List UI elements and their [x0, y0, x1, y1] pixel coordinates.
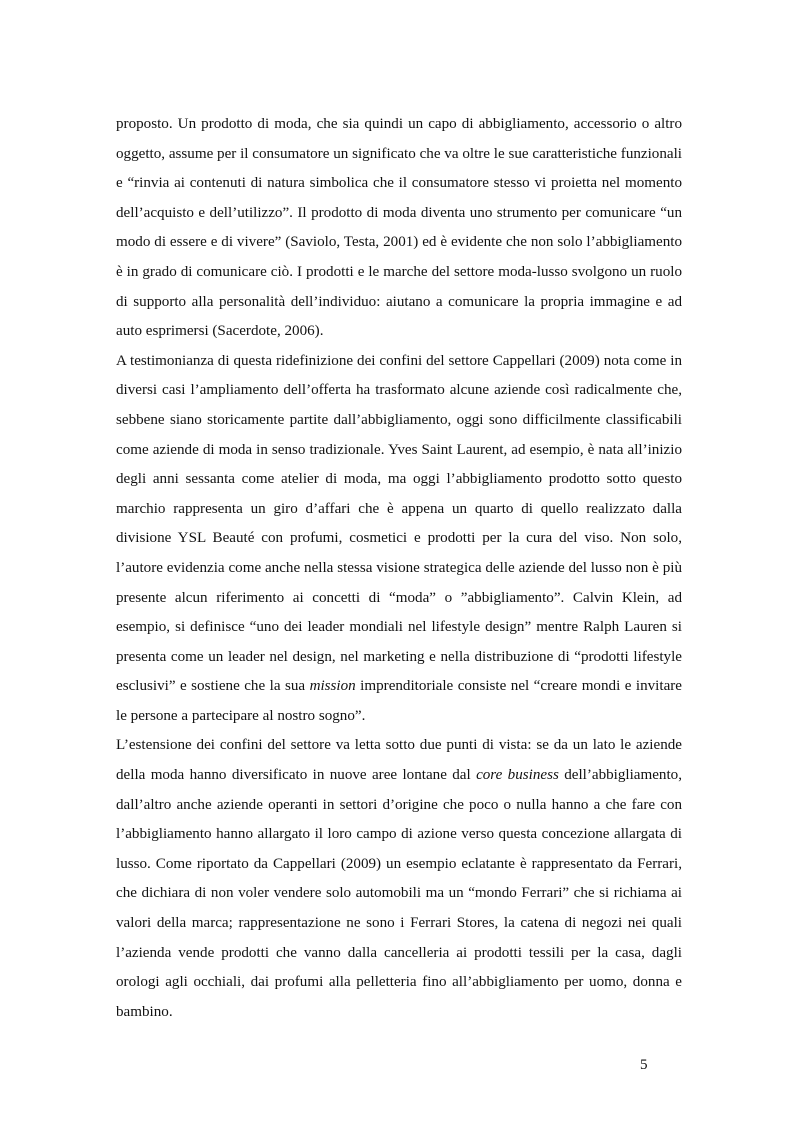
page-number: 5: [640, 1057, 648, 1073]
paragraph-3-text-b: dell’abbigliamento, dall’altro anche aziende operanti in settori d’origine che poco o nulla hanno a che fare con l’abbigliamento hanno allargato il loro campo di azione verso questa concezione allargata di lusso. Come riportato da Cappellari (2009) un esempio eclatante è rappresentato da Ferrari, che dichiara di non voler vendere solo automobili ma un “mondo Ferrari” che si richiama ai valori della marca; rappresentazione ne sono i Ferrari Stores, la catena di negozi nei quali l’azienda vende prodotti che vanno dalla cancelleria ai prodotti tessili per la casa, dagli orologi agli occhiali, dai profumi alla pelletteria fino all’abbigliamento per uomo, donna e bambino.: [116, 767, 682, 1020]
paragraph-2-italic-mission: mission: [309, 678, 356, 695]
body-text: [116, 110, 682, 1027]
paragraph-3-italic-core-business: core business: [476, 767, 559, 784]
paragraph-2-text-a: A testimonianza di questa ridefinizione dei confini del settore Cappellari (2009) nota come in diversi casi l’ampliamento dell’offerta ha trasformato alcune aziende così radicalmente che, sebbene siano storicamente partite dall’abbigliamento, oggi sono difficilmente classificabili come aziende di moda in senso tradizionale. Yves Saint Laurent, ad esempio, è nata all’inizio degli anni sessanta come atelier di moda, ma oggi l’abbigliamento prodotto sotto questo marchio rappresenta un giro d’affari che è appena un quarto di quello realizzato dalla divisione YSL Beauté con profumi, cosmetici e prodotti per la cura del viso. Non solo, l’autore evidenzia come anche nella stessa visione strategica delle aziende del lusso non è più presente alcun riferimento ai concetti di “moda” o ”abbigliamento”. Calvin Klein, ad esempio, si definisce “uno dei leader mondiali nel lifestyle design” mentre Ralph Lauren si presenta come un leader nel design, nel marketing e nella distribuzione di “prodotti lifestyle esclusivi” e sostiene che la sua: [116, 352, 682, 695]
paragraph-3: [116, 731, 682, 1027]
paragraph-3-text-a: L’estensione dei confini del settore va letta sotto due punti di vista: se da un lato le aziende della moda hanno diversificato in nuove aree lontane dal: [116, 737, 682, 784]
paragraph-1: [116, 110, 682, 347]
paragraph-2-text-b: imprenditoriale consiste nel “creare mondi e invitare le persone a partecipare al nostro sogno”.: [116, 678, 682, 724]
paragraph-1-text: proposto. Un prodotto di moda, che sia quindi un capo di abbigliamento, accessorio o altro oggetto, assume per il consumatore un significato che va oltre le sue caratteristiche funzionali e “rinvia ai contenuti di natura simbolica che il consumatore stesso vi proietta nel momento dell’acquisto e dell’utilizzo”. Il prodotto di moda diventa uno strumento per comunicare “un modo di essere e di vivere” (Saviolo, Testa, 2001) ed è evidente che non solo l’abbigliamento è in grado di comunicare ciò. I prodotti e le marche del settore moda-lusso svolgono un ruolo di supporto alla personalità dell’individuo: aiutano a comunicare la propria immagine e ad auto esprimersi (Sacerdote, 2006).: [116, 116, 682, 340]
paragraph-2: [116, 347, 682, 732]
